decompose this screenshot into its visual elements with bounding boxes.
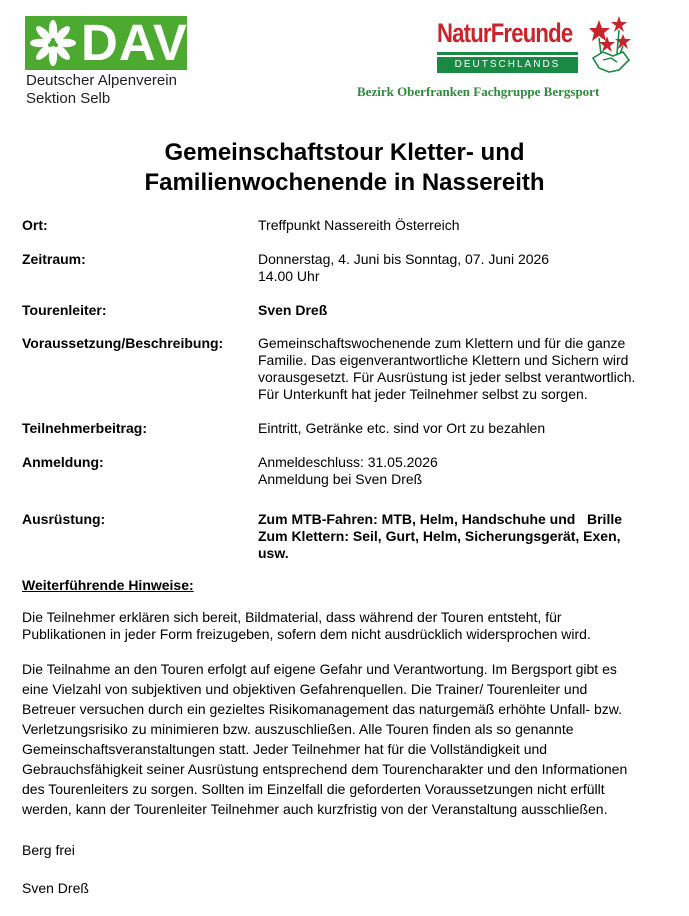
closing-greeting: Berg frei xyxy=(22,842,75,858)
dav-wordmark: DAV xyxy=(81,14,188,71)
detail-label: Ort: xyxy=(22,217,48,233)
detail-value: Anmeldeschluss: 31.05.2026 Anmeldung bei Sven Dreß xyxy=(258,454,438,487)
naturfreunde-district: Bezirk Oberfranken Fachgruppe Bergsport xyxy=(357,84,600,99)
detail-value: Zum MTB-Fahren: MTB, Helm, Handschuhe und Brille Zum Klettern: Seil, Gurt, Helm, Sicherungsgerät, Exen, usw. xyxy=(258,511,623,561)
detail-value: Gemeinschaftswochenende zum Klettern und für die ganze Familie. Das eigenverantwortliche Klettern und Sichern wird vorausgesetzt. Für Ausrüstung ist jeder selbst verantwortlich. Für Unterkunft hat jeder Teilnehmer selbst zu sorgen. xyxy=(258,335,636,402)
closing-signature: Sven Dreß xyxy=(22,880,89,896)
detail-value: Sven Dreß xyxy=(258,302,328,318)
dav-logo xyxy=(25,16,200,110)
handshake-flower-icon xyxy=(589,16,633,74)
page-title: Gemeinschaftstour Kletter- und Familienwochenende in Nassereith xyxy=(144,139,545,196)
detail-label: Ausrüstung: xyxy=(22,511,106,527)
detail-value: Donnerstag, 4. Juni bis Sonntag, 07. Juni 2026 14.00 Uhr xyxy=(258,251,550,284)
notes-heading: Weiterführende Hinweise: xyxy=(22,577,194,593)
dav-logo-mark xyxy=(25,16,187,70)
detail-label: Tourenleiter: xyxy=(22,302,107,318)
edelweiss-icon xyxy=(29,19,77,67)
naturfreunde-wordmark: NaturFreunde xyxy=(437,18,573,48)
detail-label: Voraussetzung/Beschreibung: xyxy=(22,335,224,351)
notes-paragraph-liability: Die Teilnahme an den Touren erfolgt auf eigene Gefahr und Verantwortung. Im Bergsport gibt es eine Vielzahl von subjektiven und objektiven Gefahrenquellen. Die Trainer/ Tourenleiter und Betreuer versuchen durch ein gezieltes Risikomanagement das naturgemäß erhöhte Unfall- bzw. Verletzungsrisiko zu minimieren bzw. auszuschließen. Alle Touren finden als so genannte Gemeinschaftsveranstaltungen statt. Jeder Teilnehmer hat für die Vollständigkeit und Gebrauchsfähigkeit seiner Ausrüstung entsprechend dem Tourencharakter und den Informationen des Tourenleiters zu sorgen. Sollten im Einzelfall die geforderten Voraussetzungen nicht erfüllt werden, kann der Tourenleiter Teilnehmer auch kurzfristig von der Veranstaltung ausschließen. xyxy=(22,661,628,817)
detail-label: Teilnehmerbeitrag: xyxy=(22,420,147,436)
detail-label: Anmeldung: xyxy=(22,454,104,470)
naturfreunde-band: DEUTSCHLANDS xyxy=(437,57,578,73)
detail-value: Treffpunkt Nassereith Österreich xyxy=(258,217,460,233)
dav-logo-subtitle: Deutscher Alpenverein Sektion Selb xyxy=(26,72,177,107)
naturfreunde-logo xyxy=(436,14,646,84)
detail-label: Zeitraum: xyxy=(22,251,86,267)
notes-paragraph-image-rights: Die Teilnehmer erklären sich bereit, Bildmaterial, dass während der Touren entsteht, für Publikationen in jeder Form freizugeben, sofern dem nicht ausdrücklich widersprochen wird. xyxy=(22,609,591,642)
detail-value: Eintritt, Getränke etc. sind vor Ort zu bezahlen xyxy=(258,420,546,436)
